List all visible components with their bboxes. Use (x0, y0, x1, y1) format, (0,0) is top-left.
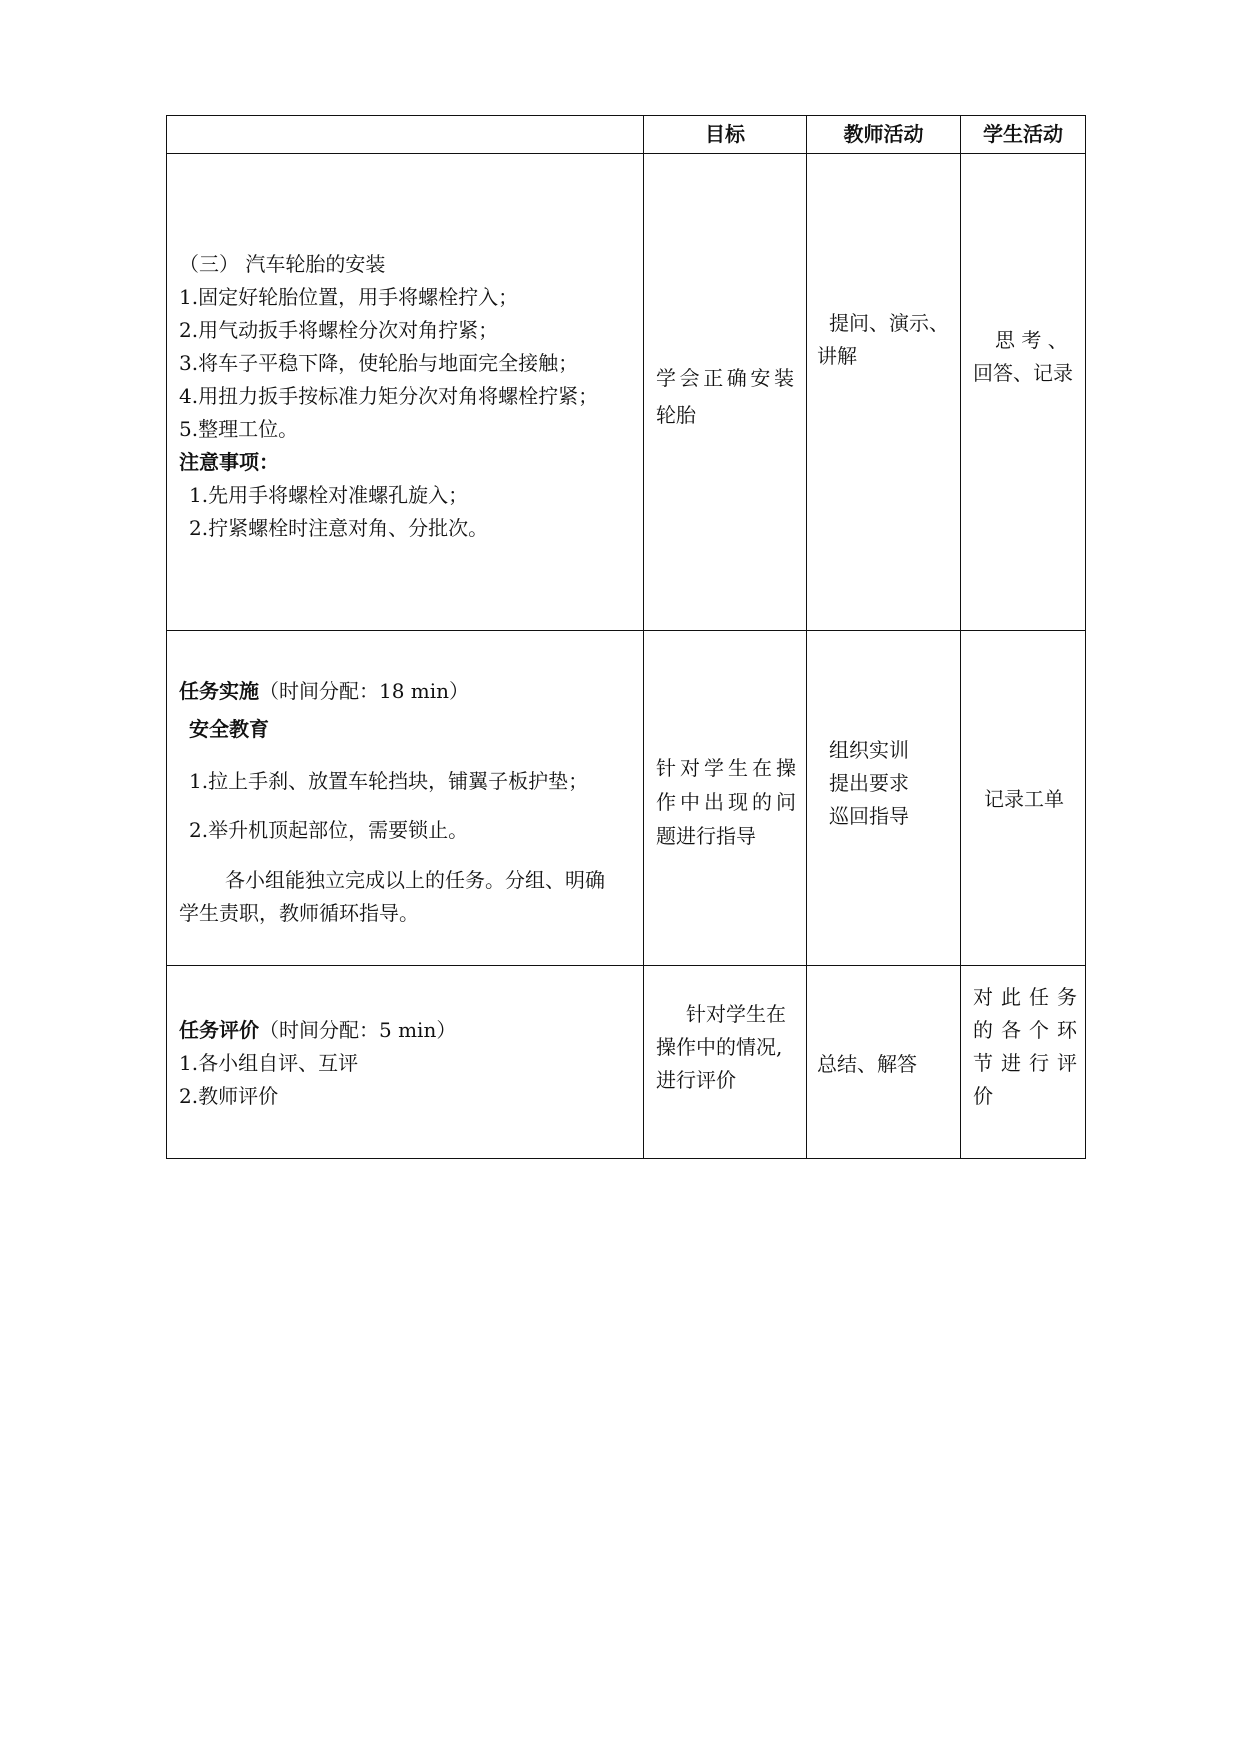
goal-cell (644, 966, 807, 1159)
safety-education-title: 安全教育 (189, 717, 269, 741)
goal-text: 进行评价 (656, 1068, 736, 1092)
group-paragraph: 各小组能独立完成以上的任务。分组、明确 (225, 868, 605, 892)
teacher-activity-text: 总结、解答 (817, 1052, 917, 1076)
goal-cell (644, 631, 807, 966)
teacher-activity-text: 巡回指导 (829, 804, 909, 828)
notes-title: 注意事项： (179, 450, 279, 474)
teacher-activity-cell (807, 966, 961, 1159)
teacher-activity-cell (807, 154, 961, 631)
teacher-activity-text: 提问、演示、 (829, 311, 949, 335)
student-activity-text: 节进行评 (973, 1051, 1077, 1075)
student-activity-cell (961, 631, 1086, 966)
task-evaluation-title: 任务评价 (179, 1018, 259, 1042)
student-activity-text: 的各个环 (973, 1018, 1077, 1042)
goal-text: 学会正确安装 (656, 366, 796, 390)
header-goal: 目标 (644, 116, 807, 154)
step-item: 3.将车子平稳下降，使轮胎与地面完全接触； (179, 351, 579, 375)
lesson-plan-table (166, 115, 1086, 1159)
group-paragraph: 学生责职，教师循环指导。 (179, 901, 419, 925)
content-cell-evaluation (167, 966, 644, 1159)
section-title: （三） 汽车轮胎的安装 (179, 252, 386, 276)
student-activity-text: 思 考 、 (995, 328, 1068, 352)
safety-item: 1.拉上手刹、放置车轮挡块，铺翼子板护垫； (189, 769, 589, 793)
teacher-activity-cell (807, 631, 961, 966)
student-activity-cell (961, 154, 1086, 631)
student-activity-text: 价 (973, 1084, 993, 1108)
goal-text: 轮胎 (656, 403, 696, 427)
teacher-activity-text: 组织实训 (829, 738, 909, 762)
student-activity-text: 记录工单 (984, 787, 1064, 811)
header-content-cell (167, 116, 644, 154)
goal-text: 作中出现的问 (656, 790, 796, 814)
evaluation-item: 1.各小组自评、互评 (179, 1051, 359, 1075)
table-header-row (167, 116, 1086, 154)
header-student-activity: 学生活动 (961, 116, 1086, 154)
teacher-activity-text: 讲解 (817, 344, 857, 368)
student-activity-text: 回答、记录 (973, 361, 1073, 385)
step-item: 2.用气动扳手将螺栓分次对角拧紧； (179, 318, 499, 342)
goal-cell (644, 154, 807, 631)
teacher-activity-text: 提出要求 (829, 771, 909, 795)
content-cell-implementation (167, 631, 644, 966)
table-row (167, 631, 1086, 966)
content-cell-installation (167, 154, 644, 631)
step-item: 5.整理工位。 (179, 417, 299, 441)
note-item: 2.拧紧螺栓时注意对角、分批次。 (189, 516, 489, 540)
safety-item: 2.举升机顶起部位，需要锁止。 (189, 818, 469, 842)
note-item: 1.先用手将螺栓对准螺孔旋入； (189, 483, 469, 507)
student-activity-cell (961, 966, 1086, 1159)
goal-text: 题进行指导 (656, 824, 756, 848)
table-row (167, 154, 1086, 631)
goal-text: 针对学生在操 (656, 756, 796, 780)
header-teacher-activity: 教师活动 (807, 116, 961, 154)
goal-text: 针对学生在 (686, 1002, 786, 1026)
student-activity-text: 对此任务 (973, 985, 1077, 1009)
time-allocation: （时间分配：5 min） (259, 1018, 457, 1042)
time-allocation: （时间分配：18 min） (259, 679, 470, 703)
step-item: 4.用扭力扳手按标准力矩分次对角将螺栓拧紧； (179, 384, 599, 408)
table-row (167, 966, 1086, 1159)
evaluation-item: 2.教师评价 (179, 1084, 279, 1108)
step-item: 1.固定好轮胎位置，用手将螺栓拧入； (179, 285, 519, 309)
goal-text: 操作中的情况, (656, 1035, 783, 1059)
task-implementation-title: 任务实施 (179, 679, 259, 703)
